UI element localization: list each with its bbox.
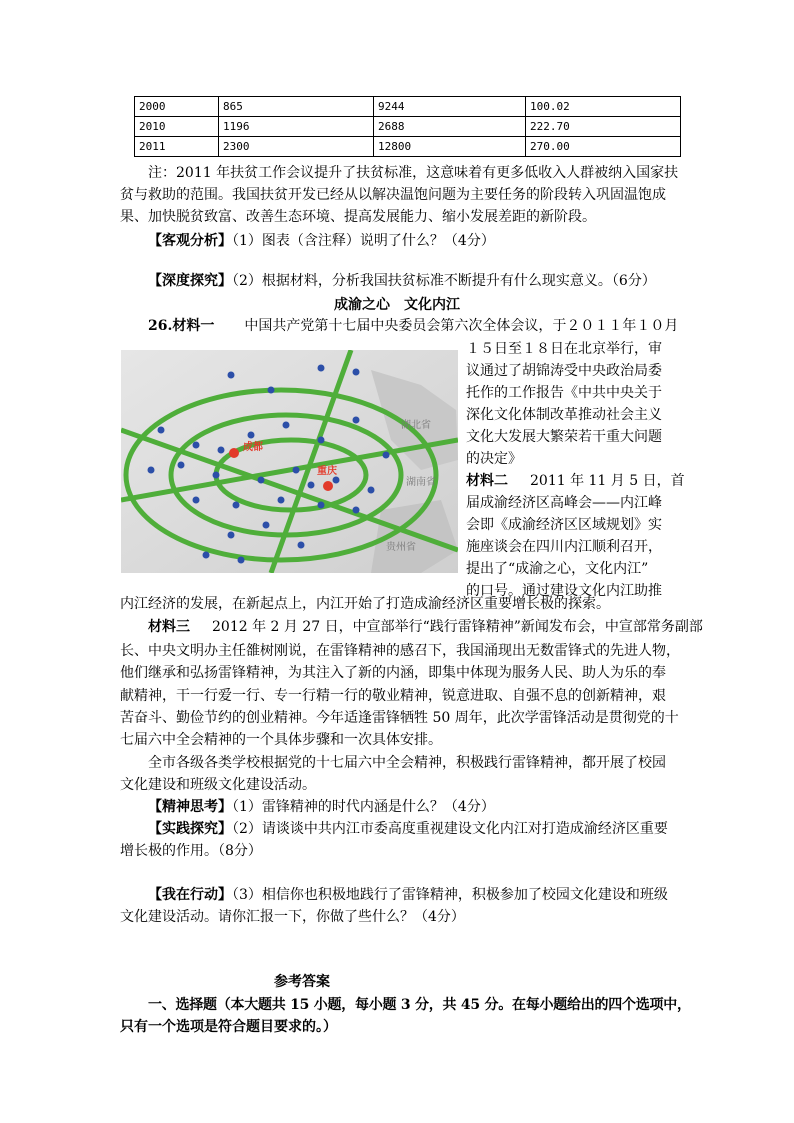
material-label: 材料二 <box>466 473 508 489</box>
sub-question-3 <box>148 885 668 906</box>
material-2-first-line <box>466 470 685 492</box>
material-line: １５日至１８日在北京举行，审 <box>466 341 662 357</box>
material-line: 深化文化体制改革推动社会主义 <box>466 407 662 423</box>
material-line: 长、中央文明办主任雒树刚说，在雷锋精神的感召下，我国涌现出无数雷锋式的先进人物， <box>120 643 680 659</box>
material-line: 内江经济的发展，在新起点上，内江开始了打造成渝经济区重要增长极的探索。 <box>120 596 610 612</box>
material-line: 2011 年 11 月 5 日，首 <box>530 473 685 489</box>
material-line: 提出了“成渝之心，文化内江” <box>466 561 649 577</box>
paragraph-line: 全市各级各类学校根据党的十七届六中全会精神，积极践行雷锋精神，都开展了校园 <box>148 755 666 771</box>
chengyu-region-map <box>121 350 458 573</box>
table-cell: 2011 <box>135 137 219 157</box>
sub-question-1 <box>148 797 495 818</box>
city-label: 成都 <box>243 442 263 453</box>
material-line: 文化大发展大繁荣若干重大问题 <box>466 429 662 445</box>
question-25-2 <box>148 271 656 292</box>
map-graphic <box>121 350 458 573</box>
question-tag: 【我在行动】 <box>148 887 232 903</box>
question-text: （1）雷锋精神的时代内涵是什么？（4分） <box>232 799 495 815</box>
material-line: 托作的工作报告《中共中央关于 <box>466 385 662 401</box>
city-marker <box>229 448 239 458</box>
paragraph-line: 文化建设和班级文化建设活动。 <box>120 777 316 793</box>
material-line: 苦奋斗、勤俭节约的创业精神。今年适逢雷锋牺牲 50 周年，此次学雷锋活动是贯彻党的十 <box>120 709 679 726</box>
material-line: 他们继承和弘扬雷锋精神，为其注入了新的内涵，即集中体现为服务人民、助人为乐的奉 <box>120 665 666 682</box>
question-tag: 【实践探究】 <box>148 821 232 837</box>
question-tag: 【深度探究】 <box>148 273 232 289</box>
sub-question-2 <box>148 819 668 840</box>
material-3-block <box>120 640 680 751</box>
table-cell: 2688 <box>374 117 526 137</box>
material-3-first-line <box>148 617 703 638</box>
question-text: （3）相信你也积极地践行了雷锋精神，积极参加了校园文化建设和班级 <box>232 887 668 903</box>
question-text: （1）图表（含注释）说明了什么？（4分） <box>232 233 495 249</box>
table-cell: 270.00 <box>526 137 681 157</box>
city-label: 重庆 <box>317 466 337 477</box>
material-line: 的口号。通过建设文化内江助推 <box>466 583 662 599</box>
province-label: 湖南省 <box>406 477 436 488</box>
table-cell: 12800 <box>374 137 526 157</box>
material-1-block <box>466 338 685 602</box>
question-tag: 【精神思考】 <box>148 799 232 815</box>
table-row <box>135 137 681 157</box>
table-cell: 1196 <box>219 117 374 137</box>
note-line: 果、加快脱贫致富、改善生态环境、提高发展能力、缩小发展差距的新阶段。 <box>120 209 596 225</box>
material-1-first-line <box>148 316 678 337</box>
table-cell: 9244 <box>374 97 526 117</box>
table-cell: 2300 <box>219 137 374 157</box>
province-label: 贵州省 <box>386 542 416 553</box>
material-line: 的决定》 <box>466 451 522 467</box>
material-line: 届成渝经济区高峰会——内江峰 <box>466 495 662 511</box>
material-label: 材料三 <box>148 619 190 635</box>
note-line: 注：2011 年扶贫工作会议提升了扶贫标准，这意味着有更多低收入人群被纳入国家扶 <box>148 165 679 181</box>
city-marker <box>323 481 333 491</box>
table-row <box>135 117 681 137</box>
poverty-data-table <box>134 96 681 157</box>
material-line: 会即《成渝经济区区域规划》实 <box>466 517 662 533</box>
material-line: 献精神，干一行爱一行、专一行精一行的敬业精神，锐意进取、自强不息的创新精神，艰 <box>120 687 666 704</box>
table-cell: 100.02 <box>526 97 681 117</box>
table-cell: 2010 <box>135 117 219 137</box>
material-text: 中国共产党第十七届中央委员会第六次全体会议，于２０１１年１０月 <box>244 318 679 334</box>
question-tag: 【客观分析】 <box>148 233 232 249</box>
material-line: 2012 年 2 月 27 日，中宣部举行“践行雷锋精神”新闻发布会，中宣部常务副部 <box>212 619 703 635</box>
question-text: 增长极的作用。（8分） <box>120 843 262 859</box>
table-cell: 865 <box>219 97 374 117</box>
answers-line: 一、选择题（本大题共 15 小题，每小题 3 分，共 45 分。在每小题给出的四个选项中， <box>148 997 691 1013</box>
question-text: （2）根据材料，分析我国扶贫标准不断提升有什么现实意义。（6分） <box>232 273 656 289</box>
note-line: 贫与救助的范围。我国扶贫开发已经从以解决温饱问题为主要任务的阶段转入巩固温饱成 <box>120 187 666 203</box>
material-line: 议通过了胡锦涛受中央政治局委 <box>466 363 662 379</box>
table-cell: 2000 <box>135 97 219 117</box>
answers-title: 参考答案 <box>274 974 330 990</box>
question-text: 文化建设活动。请你汇报一下，你做了些什么？（4分） <box>120 909 465 925</box>
question-25-1 <box>148 231 495 252</box>
question-number: 26.材料一 <box>148 318 215 334</box>
answers-line: 只有一个选项是符合题目要求的。） <box>120 1019 337 1035</box>
province-label: 湖北省 <box>401 420 431 431</box>
material-line: 施座谈会在四川内江顺利召开， <box>466 539 662 555</box>
question-text: （2）请谈谈中共内江市委高度重视建设文化内江对打造成渝经济区重要 <box>232 821 668 837</box>
material-line: 七届六中全会精神的一个具体步骤和一次具体安排。 <box>120 732 442 749</box>
section-title: 成渝之心 文化内江 <box>334 297 460 313</box>
table-cell: 222.70 <box>526 117 681 137</box>
table-row <box>135 97 681 117</box>
